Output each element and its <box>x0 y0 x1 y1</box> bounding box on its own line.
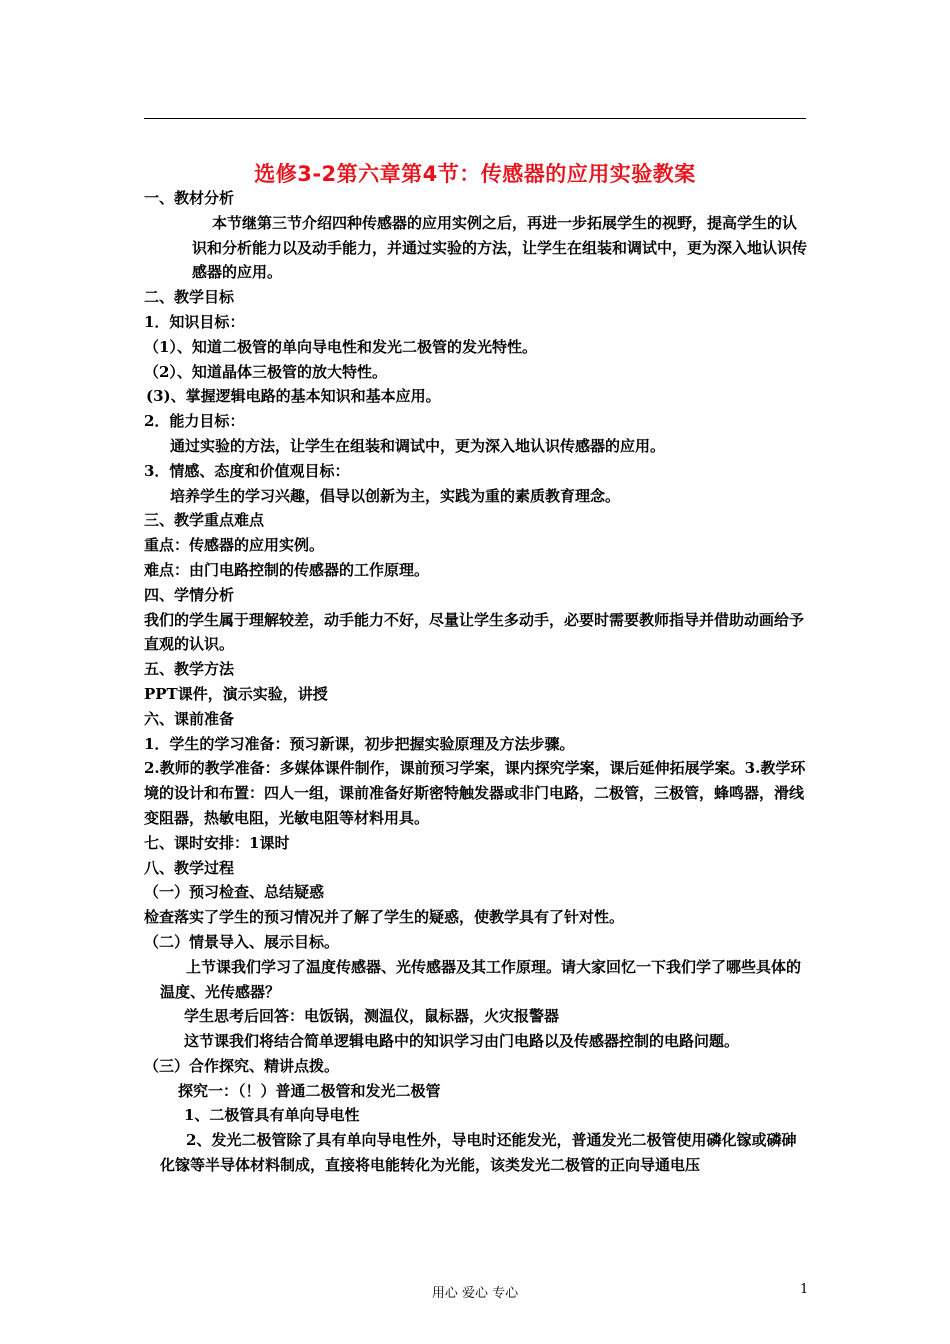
list-item: 1．学生的学习准备：预习新课，初步把握实验原理及方法步骤。 <box>144 734 575 753</box>
paragraph: 2.教师的教学准备：多媒体课件制作，课前预习学案，课内探究学案，课后延伸拓展学案。3.教学环境的设计和布置：四人一组，课前准备好斯密特触发器或非门电路，二极管，三极管，蜂鸣器，滑线变阻器，热敏电阻，光敏电阻等材料用具。 <box>144 759 806 827</box>
subsection-heading: （三）合作探究、精讲点拨。 <box>144 1056 340 1075</box>
subsection-heading: 1．知识目标： <box>144 312 245 331</box>
section-heading: 四、学情分析 <box>144 585 235 604</box>
page-number: 1 <box>800 1282 809 1297</box>
paragraph: 难点：由门电路控制的传感器的工作原理。 <box>144 560 430 579</box>
section-heading: 一、教材分析 <box>144 189 235 207</box>
subsection-heading: （一）预习检查、总结疑惑 <box>144 883 325 902</box>
list-item: (3)、掌握逻辑电路的基本知识和基本应用。 <box>146 387 441 406</box>
paragraph: 上节课我们学习了温度传感器、光传感器及其工作原理。请大家回忆一下我们学了哪些具体的温度、光传感器？ <box>160 957 802 1001</box>
section-heading: 五、教学方法 <box>144 660 235 679</box>
document-title: 选修3-2第六章第4节：传感器的应用实验教案 <box>254 162 696 186</box>
section-heading: 三、教学重点难点 <box>144 511 265 530</box>
paragraph: 重点：传感器的应用实例。 <box>144 536 325 555</box>
footer-text: 用心 爱心 专心 <box>431 1286 519 1301</box>
paragraph: 通过实验的方法，让学生在组装和调试中，更为深入地认识传感器的应用。 <box>170 436 666 455</box>
section-heading: 八、教学过程 <box>144 858 235 877</box>
paragraph: 我们的学生属于理解较差，动手能力不好，尽量让学生多动手，必要时需要教师指导并借助动画给予直观的认识。 <box>144 610 805 654</box>
paragraph: 培养学生的学习兴趣，倡导以创新为主，实践为重的素质教育理念。 <box>170 486 621 505</box>
section-heading: 七、课时安排：1课时 <box>144 833 290 852</box>
paragraph: PPT课件，演示实验，讲授 <box>144 684 328 703</box>
header-rule <box>144 118 806 119</box>
list-item: （1）、知道二极管的单向导电性和发光二极管的发光特性。 <box>144 337 537 356</box>
subsection-heading: （二）情景导入、展示目标。 <box>144 932 340 951</box>
list-item: （2）、知道晶体三极管的放大特性。 <box>144 362 387 381</box>
paragraph: 学生思考后回答：电饭锅，测温仪，鼠标器，火灾报警器 <box>184 1007 560 1026</box>
subsection-heading: 3．情感、态度和价值观目标： <box>144 461 350 480</box>
document-body <box>144 186 808 1178</box>
subsection-heading: 2．能力目标： <box>144 412 245 431</box>
section-heading: 二、教学目标 <box>144 288 235 307</box>
paragraph: 2、发光二极管除了具有单向导电性外，导电时还能发光，普通发光二极管使用磷化镓或磷砷化镓等半导体材料制成，直接将电能转化为光能，该类发光二极管的正向导通电压 <box>160 1131 797 1175</box>
subsection-heading: 探究一：（！）普通二极管和发光二极管 <box>178 1081 441 1100</box>
paragraph: 检查落实了学生的预习情况并了解了学生的疑惑，使教学具有了针对性。 <box>144 908 625 927</box>
list-item: 1、二极管具有单向导电性 <box>184 1106 360 1125</box>
paragraph: 这节课我们将结合简单逻辑电路中的知识学习由门电路以及传感器控制的电路问题。 <box>184 1032 740 1051</box>
paragraph: 本节继第三节介绍四种传感器的应用实例之后，再进一步拓展学生的视野，提高学生的认识和分析能力以及动手能力，并通过实验的方法，让学生在组装和调试中，更为深入地认识传感器的应用。 <box>192 213 808 282</box>
section-heading: 六、课前准备 <box>144 709 235 728</box>
